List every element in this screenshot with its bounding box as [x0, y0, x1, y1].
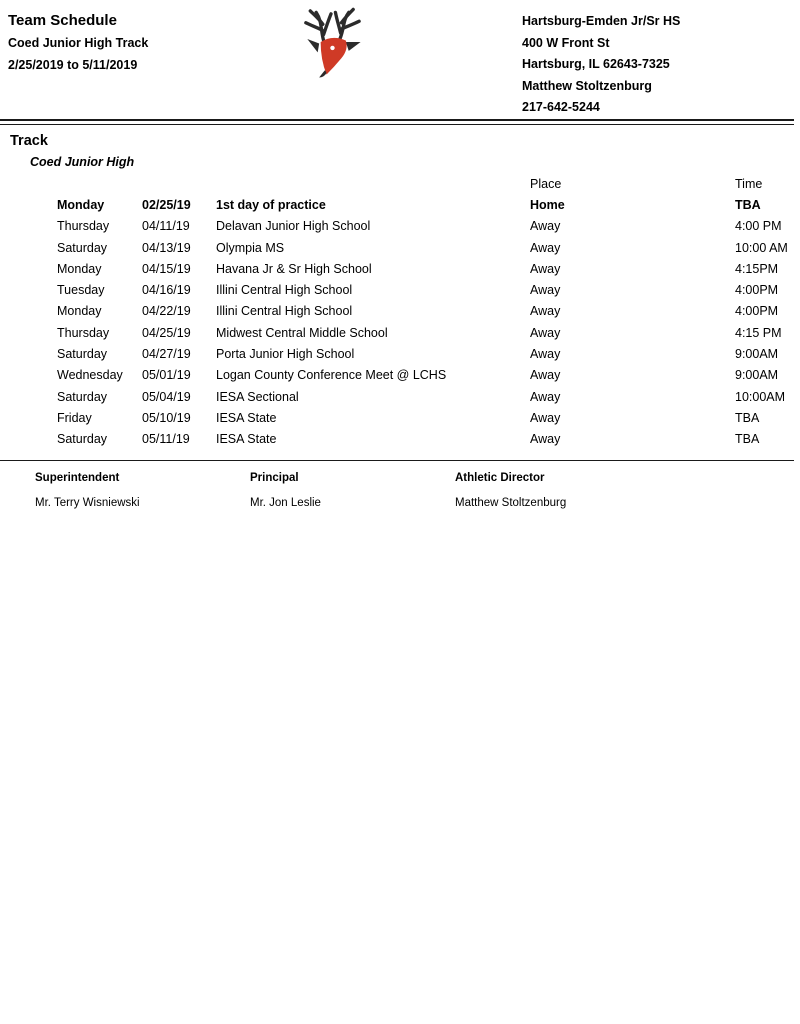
footer-contact — [250, 472, 455, 509]
row-date: 04/11/19 — [142, 219, 190, 234]
practice-date: 02/25/19 — [142, 198, 191, 212]
school-name: Hartsburg-Emden Jr/Sr HS — [522, 14, 681, 28]
row-date: 05/11/19 — [142, 432, 190, 447]
row-day: Monday — [57, 261, 102, 276]
row-time: 4:15PM — [735, 261, 779, 276]
row-place: Away — [530, 304, 561, 319]
schedule-table — [57, 176, 797, 446]
practice-row — [57, 191, 797, 212]
row-time: 4:00PM — [735, 304, 779, 319]
col-day-header — [57, 176, 142, 191]
row-event: IESA State — [216, 410, 277, 425]
page-title: Team Schedule — [8, 12, 117, 29]
row-place: Away — [530, 347, 561, 362]
row-day: Saturday — [57, 389, 108, 404]
team-heading: Coed Junior High — [30, 155, 135, 169]
row-time: 10:00AM — [735, 389, 786, 404]
row-day: Tuesday — [57, 283, 105, 298]
schedule-row — [57, 382, 797, 403]
row-event: Olympia MS — [216, 240, 285, 255]
row-date: 05/01/19 — [142, 368, 191, 383]
header-divider — [0, 119, 794, 125]
row-date: 04/13/19 — [142, 240, 191, 255]
row-event: Delavan Junior High School — [216, 219, 371, 234]
row-place: Away — [530, 261, 561, 276]
school-address-city: Hartsburg, IL 62643-7325 — [522, 57, 670, 71]
row-day: Friday — [57, 410, 92, 425]
schedule-row — [57, 361, 797, 382]
row-event: IESA Sectional — [216, 389, 299, 404]
footer-contact — [455, 472, 566, 509]
row-time: 4:00 PM — [735, 219, 782, 234]
row-date: 04/22/19 — [142, 304, 191, 319]
practice-time: TBA — [735, 198, 761, 212]
footer-contact-name: Mr. Terry Wisniewski — [35, 497, 140, 509]
date-range: 2/25/2019 to 5/11/2019 — [8, 58, 138, 72]
schedule-row — [57, 425, 797, 446]
stag-mascot-icon — [294, 3, 368, 81]
row-event: Havana Jr & Sr High School — [216, 261, 372, 276]
col-date-header — [142, 176, 216, 191]
row-day: Thursday — [57, 325, 110, 340]
row-time: 10:00 AM — [735, 240, 788, 255]
row-event: Logan County Conference Meet @ LCHS — [216, 368, 447, 383]
row-place: Away — [530, 325, 561, 340]
schedule-row — [57, 297, 797, 318]
row-time: 9:00AM — [735, 347, 779, 362]
row-event: Illini Central High School — [216, 283, 353, 298]
header-left-block — [8, 10, 148, 76]
school-logo — [294, 3, 368, 81]
row-day: Saturday — [57, 432, 108, 447]
row-place: Away — [530, 432, 561, 447]
school-phone: 217-642-5244 — [522, 100, 600, 114]
row-time: 4:00PM — [735, 283, 779, 298]
schedule-row — [57, 318, 797, 339]
row-place: Away — [530, 389, 561, 404]
school-contact-person: Matthew Stoltzenburg — [522, 78, 652, 93]
row-date: 04/25/19 — [142, 325, 191, 340]
row-date: 04/15/19 — [142, 261, 191, 276]
row-day: Wednesday — [57, 368, 123, 383]
row-date: 05/10/19 — [142, 410, 191, 425]
row-date: 04/27/19 — [142, 347, 191, 362]
footer-contact-title: Superintendent — [35, 472, 120, 484]
footer-contact-name: Matthew Stoltzenburg — [455, 497, 567, 509]
row-day: Monday — [57, 304, 102, 319]
schedule-row — [57, 212, 797, 233]
row-time: TBA — [735, 432, 760, 447]
row-event: Midwest Central Middle School — [216, 325, 388, 340]
row-date: 04/16/19 — [142, 283, 191, 298]
schedule-row — [57, 233, 797, 254]
row-place: Away — [530, 240, 561, 255]
row-time: TBA — [735, 410, 760, 425]
schedule-row — [57, 340, 797, 361]
row-date: 05/04/19 — [142, 389, 191, 404]
row-time: 9:00AM — [735, 368, 779, 383]
footer-contact-title: Athletic Director — [455, 472, 545, 484]
footer-contacts — [35, 472, 566, 509]
row-day: Saturday — [57, 347, 108, 362]
footer-contact — [35, 472, 250, 509]
school-contact-block — [522, 11, 680, 119]
practice-day: Monday — [57, 198, 105, 212]
row-day: Saturday — [57, 240, 108, 255]
practice-place: Home — [530, 198, 565, 212]
practice-event: 1st day of practice — [216, 198, 326, 212]
team-sport-line: Coed Junior High Track — [8, 36, 149, 50]
row-place: Away — [530, 219, 561, 234]
row-place: Away — [530, 410, 561, 425]
col-time-header: Time — [735, 177, 763, 191]
column-header-row — [57, 176, 797, 191]
footer-divider — [0, 460, 794, 461]
row-place: Away — [530, 283, 561, 298]
schedule-row — [57, 255, 797, 276]
footer-contact-name: Mr. Jon Leslie — [250, 497, 321, 509]
footer-contact-title: Principal — [250, 472, 299, 484]
row-event: IESA State — [216, 432, 277, 447]
row-time: 4:15 PM — [735, 325, 782, 340]
school-address-street: 400 W Front St — [522, 35, 610, 50]
col-place-header: Place — [530, 177, 562, 191]
schedule-row — [57, 276, 797, 297]
row-event: Illini Central High School — [216, 304, 353, 319]
row-place: Away — [530, 368, 561, 383]
row-event: Porta Junior High School — [216, 347, 355, 362]
col-event-header — [216, 176, 530, 191]
row-day: Thursday — [57, 219, 110, 234]
sport-heading: Track — [10, 133, 48, 149]
schedule-row — [57, 404, 797, 425]
